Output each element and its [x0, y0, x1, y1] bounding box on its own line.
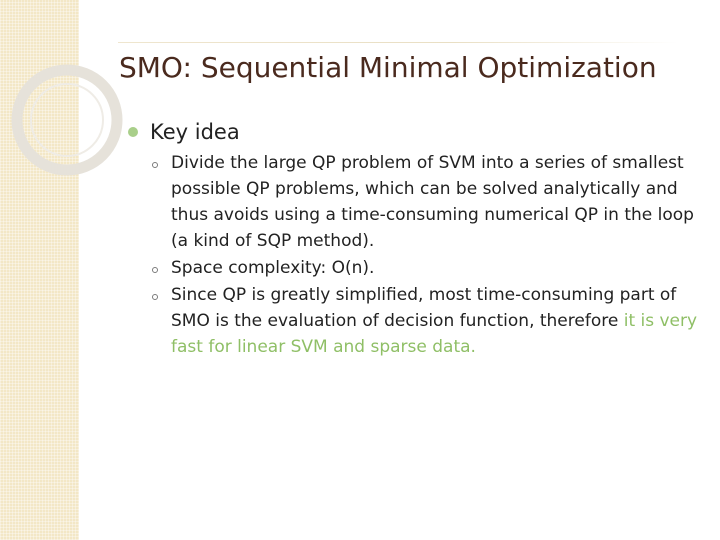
- decorative-ring-graphic: [0, 0, 140, 200]
- sub-bullet-list: [146, 150, 708, 360]
- sub-bullet-item: [146, 255, 708, 281]
- bullet-dot-icon: [128, 127, 138, 137]
- ring-bullet-icon: [152, 294, 158, 300]
- sub-bullet-item: [146, 282, 708, 360]
- sub-bullet-text: Space complexity: O(n).: [171, 258, 375, 278]
- slide-content: [128, 118, 708, 361]
- sub-bullet-item: [146, 150, 708, 254]
- sub-bullet-text: Divide the large QP problem of SVM into a series of smallest possible QP problems, which can be solved analytically and thus avoids using a time-consuming numerical QP in the loop (a kind of SQP method).: [171, 153, 694, 251]
- sub-bullet-text: Since QP is greatly simplified, most time-consuming part of SMO is the evaluation of decision function, therefore: [171, 285, 677, 331]
- ring-bullet-icon: [152, 267, 158, 273]
- highlighted-text: it is very fast for linear SVM and sparse data.: [171, 311, 698, 357]
- title-divider: [118, 42, 678, 43]
- ring-bullet-icon: [152, 162, 158, 168]
- bullet-key-idea: [128, 118, 708, 146]
- slide-title: SMO: Sequential Minimal Optimization: [119, 51, 657, 84]
- bullet-label: Key idea: [150, 120, 240, 144]
